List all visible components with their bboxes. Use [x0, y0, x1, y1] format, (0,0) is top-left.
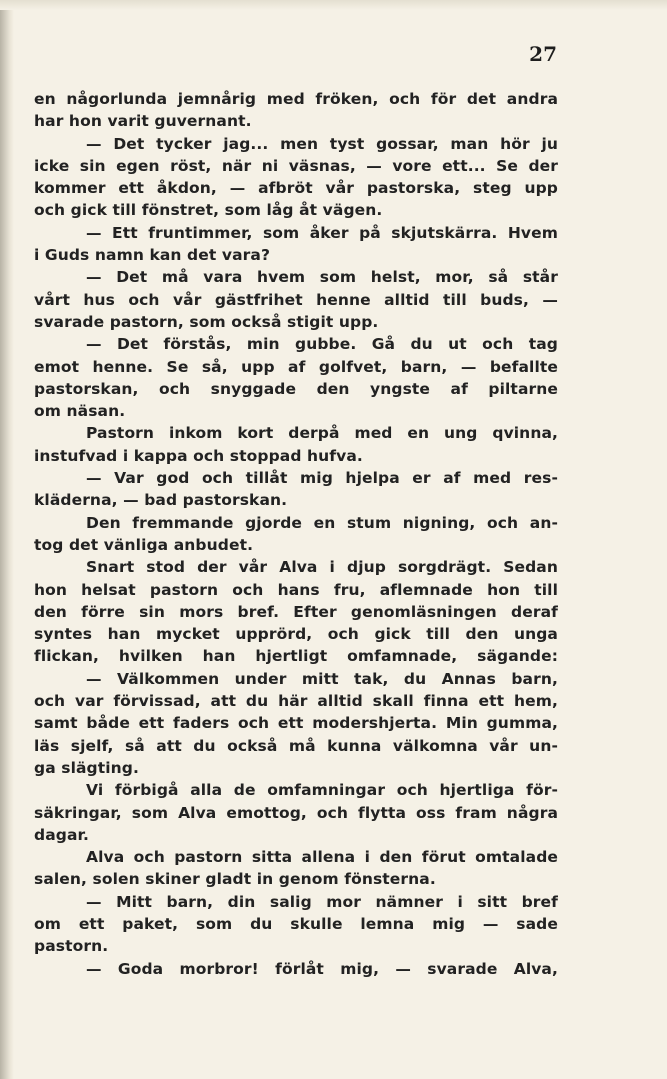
text-line: och var förvissad, att du här alltid skall finna ett hem,: [34, 692, 558, 711]
text-line: om näsan.: [34, 402, 126, 421]
text-line: — Var god och tillåt mig hjelpa er af med res-: [86, 469, 558, 488]
text-line: och gick till fönstret, som låg åt vägen.: [34, 201, 383, 220]
text-line: ga slägting.: [34, 758, 139, 777]
text-line: läs sjelf, så att du också må kunna välkomna vår un-: [34, 736, 558, 755]
text-line: säkringar, som Alva emottog, och flytta oss fram några: [34, 803, 558, 822]
text-line: Alva och pastorn sitta allena i den förut omtalade: [86, 848, 558, 867]
text-line: Den fremmande gjorde en stum nigning, och an-: [86, 513, 558, 532]
text-line: om ett paket, som du skulle lemna mig — sade: [34, 914, 558, 933]
text-line: har hon varit guvernant.: [34, 112, 252, 131]
text-line: hon helsat pastorn och hans fru, aflemnade hon till: [34, 580, 558, 599]
text-line: Pastorn inkom kort derpå med en ung qvinna,: [86, 424, 558, 443]
text-line: kommer ett åkdon, — afbröt vår pastorska, steg upp: [34, 179, 558, 198]
text-line: — Mitt barn, din salig mor nämner i sitt bref: [86, 892, 558, 911]
text-line: den förre sin mors bref. Efter genomläsningen deraf: [34, 602, 558, 621]
text-line: — Välkommen under mitt tak, du Annas barn,: [86, 669, 558, 688]
text-line: dagar.: [34, 825, 90, 844]
text-line: — Goda morbror! förlåt mig, — svarade Alva,: [86, 959, 558, 978]
text-line: kläderna, — bad pastorskan.: [34, 491, 288, 510]
text-line: pastorn.: [34, 937, 109, 956]
text-line: — Det förstås, min gubbe. Gå du ut och tag: [86, 335, 558, 354]
text-line: instufvad i kappa och stoppad hufva.: [34, 446, 363, 465]
text-line: salen, solen skiner gladt in genom fönsterna.: [34, 870, 436, 889]
text-line: Snart stod der vår Alva i djup sorgdrägt. Sedan: [86, 558, 558, 577]
text-line: tog det vänliga anbudet.: [34, 535, 254, 554]
text-line: — Det må vara hvem som helst, mor, så står: [86, 268, 558, 287]
text-line: — Ett fruntimmer, som åker på skjutskärra. Hvem: [86, 223, 558, 242]
page-gutter-shadow: [0, 0, 14, 1079]
body-text: [34, 88, 558, 980]
page-top-shade: [0, 0, 667, 10]
text-line: i Guds namn kan det vara?: [34, 246, 271, 265]
text-line: icke sin egen röst, när ni väsnas, — vore ett... Se der: [34, 156, 558, 175]
text-line: en någorlunda jemnårig med fröken, och för det andra: [34, 90, 558, 108]
text-line: flickan, hvilken han hjertligt omfamnade, sägande:: [34, 647, 558, 666]
text-line: vårt hus och vår gästfrihet henne alltid till buds, —: [34, 290, 558, 309]
text-line: pastorskan, och snyggade den yngste af piltarne: [34, 379, 558, 398]
text-line: syntes han mycket upprörd, och gick till den unga: [34, 625, 558, 644]
text-line: svarade pastorn, som också stigit upp.: [34, 312, 379, 331]
text-line: Vi förbigå alla de omfamningar och hjertliga för-: [86, 781, 558, 800]
text-line: samt både ett faders och ett modershjerta. Min gumma,: [34, 714, 558, 733]
text-line: — Det tycker jag... men tyst gossar, man hör ju: [86, 134, 558, 153]
page-number-text: 27: [529, 42, 557, 66]
text-line: emot henne. Se så, upp af golfvet, barn, — befallte: [34, 357, 558, 376]
